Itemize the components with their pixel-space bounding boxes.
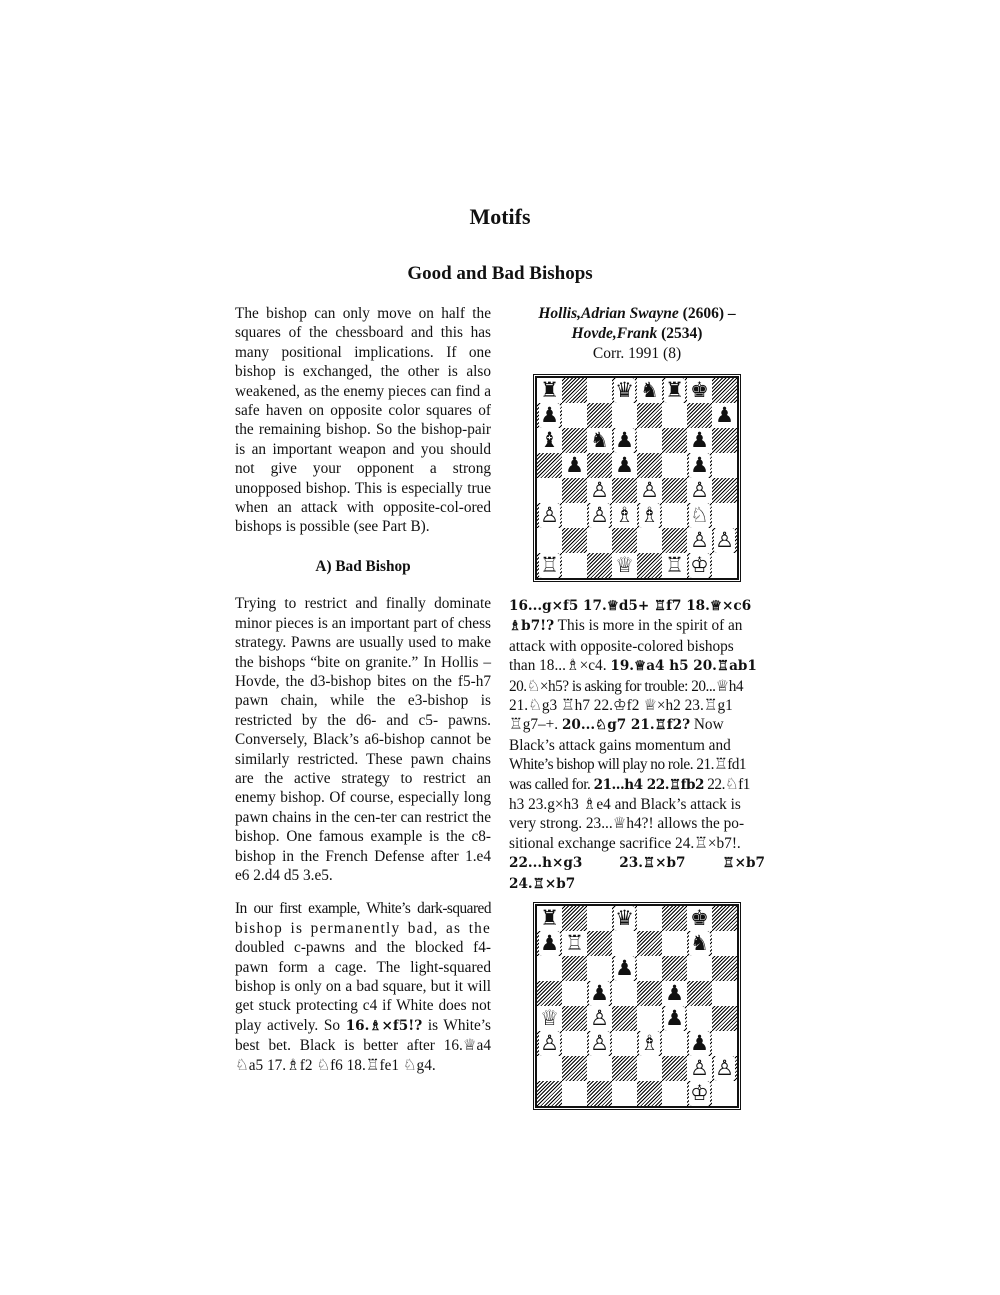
white-king-icon: ♔ [690, 553, 709, 577]
board-square [537, 378, 562, 403]
board-square [637, 553, 662, 578]
black-pawn-icon: ♟ [540, 403, 559, 427]
board-square [662, 403, 687, 428]
white-bishop-icon: ♗ [640, 503, 659, 527]
move-16-bxf5: 16.♗×f5!? [345, 1017, 423, 1034]
board-square [612, 553, 637, 578]
white-queen-icon: ♕ [615, 553, 634, 577]
black-queen-icon: ♛ [615, 378, 634, 402]
board-square [587, 528, 612, 553]
board-square [612, 1031, 637, 1056]
white-bishop-icon: ♗ [615, 503, 634, 527]
white-knight-icon: ♘ [690, 503, 709, 527]
board-square [612, 403, 637, 428]
board-square [637, 403, 662, 428]
game-header [509, 304, 765, 364]
board-square [687, 428, 712, 453]
board-square [562, 906, 587, 931]
board-square [612, 956, 637, 981]
board-square [562, 403, 587, 428]
chess-diagram-1 [535, 376, 739, 580]
board-square [687, 981, 712, 1006]
board-square [687, 478, 712, 503]
board-square [537, 906, 562, 931]
white-pawn-icon: ♙ [690, 1056, 709, 1081]
white-bishop-icon: ♗ [640, 1031, 659, 1056]
board-square [637, 378, 662, 403]
board-square [687, 1056, 712, 1081]
board-square [637, 931, 662, 956]
board-square [712, 1031, 737, 1056]
board-square [712, 453, 737, 478]
board-square [537, 503, 562, 528]
board-square [662, 1081, 687, 1106]
board-square [612, 931, 637, 956]
black-bishop-icon: ♝ [540, 428, 559, 452]
black-rook-icon: ♜ [540, 906, 559, 931]
white-pawn-icon: ♙ [590, 1031, 609, 1056]
board-square [712, 906, 737, 931]
board-square [712, 931, 737, 956]
board-square [562, 1031, 587, 1056]
board-square [637, 428, 662, 453]
board-square [612, 1081, 637, 1106]
board-square [637, 981, 662, 1006]
board-square [662, 906, 687, 931]
black-pawn-icon: ♟ [590, 981, 609, 1006]
board-square [537, 956, 562, 981]
black-rook-icon: ♜ [665, 378, 684, 402]
board-square [637, 1006, 662, 1031]
section-title: Good and Bad Bishops [407, 263, 593, 284]
board-square [562, 378, 587, 403]
board-square [712, 503, 737, 528]
white-pawn-icon: ♙ [590, 503, 609, 527]
board-square [637, 906, 662, 931]
board-square [687, 378, 712, 403]
board-square [637, 1081, 662, 1106]
board-square [612, 528, 637, 553]
board-square [587, 553, 612, 578]
board-square [587, 378, 612, 403]
white-queen-icon: ♕ [540, 1006, 559, 1031]
board-square [537, 428, 562, 453]
board-square [662, 931, 687, 956]
board-square [712, 378, 737, 403]
black-pawn-icon: ♟ [565, 453, 584, 477]
board-square [537, 553, 562, 578]
white-pawn-icon: ♙ [590, 478, 609, 502]
board-square [537, 528, 562, 553]
board-square [612, 503, 637, 528]
board-square [537, 1031, 562, 1056]
black-king-icon: ♚ [690, 906, 709, 931]
board-square [712, 478, 737, 503]
board-square [687, 553, 712, 578]
board-square [637, 1056, 662, 1081]
black-pawn-icon: ♟ [615, 428, 634, 452]
board-square [587, 403, 612, 428]
board-square [662, 503, 687, 528]
board-square [637, 478, 662, 503]
board-square [687, 906, 712, 931]
black-pawn-icon: ♟ [715, 403, 734, 427]
chapter-title: Motifs [469, 204, 531, 229]
board-square [687, 1081, 712, 1106]
board-square [612, 453, 637, 478]
board-square [587, 981, 612, 1006]
board-square [612, 906, 637, 931]
board-square [587, 478, 612, 503]
game-event: Corr. 1991 (8) [592, 345, 682, 362]
white-pawn-icon: ♙ [540, 503, 559, 527]
board-square [712, 1056, 737, 1081]
black-pawn-icon: ♟ [690, 428, 709, 452]
board-square [612, 378, 637, 403]
board-square [712, 981, 737, 1006]
board-square [562, 528, 587, 553]
board-square [537, 1081, 562, 1106]
board-square [712, 553, 737, 578]
black-player: Hovde,Frank [571, 325, 658, 342]
board-square [562, 453, 587, 478]
board-square [587, 1031, 612, 1056]
board-square [637, 503, 662, 528]
board-square [662, 1031, 687, 1056]
board-square [712, 428, 737, 453]
board-square [712, 956, 737, 981]
black-pawn-icon: ♟ [690, 453, 709, 477]
black-pawn-icon: ♟ [665, 1006, 684, 1031]
right-column [509, 304, 765, 1108]
black-pawn-icon: ♟ [665, 981, 684, 1006]
board-square [687, 403, 712, 428]
board-square [537, 931, 562, 956]
board-square [687, 1006, 712, 1031]
board-square [712, 1081, 737, 1106]
board-square [587, 453, 612, 478]
board-square [537, 478, 562, 503]
board-square [537, 403, 562, 428]
black-pawn-icon: ♟ [615, 956, 634, 981]
board-square [562, 1081, 587, 1106]
black-knight-icon: ♞ [640, 378, 659, 402]
board-square [587, 1056, 612, 1081]
board-square [612, 478, 637, 503]
black-rook-icon: ♜ [540, 378, 559, 402]
board-square [662, 428, 687, 453]
black-pawn-icon: ♟ [540, 931, 559, 956]
white-king-icon: ♔ [690, 1081, 709, 1106]
white-rook-icon: ♖ [540, 553, 559, 577]
board-square [562, 931, 587, 956]
board-square [612, 1006, 637, 1031]
board-square [587, 1006, 612, 1031]
black-rating: (2534) [661, 325, 703, 342]
board-square [562, 428, 587, 453]
board-square [587, 956, 612, 981]
board-square [687, 528, 712, 553]
board-square [612, 1056, 637, 1081]
board-square [637, 956, 662, 981]
black-queen-icon: ♛ [615, 906, 634, 931]
board-square [537, 1056, 562, 1081]
board-square [687, 1031, 712, 1056]
board-square [662, 1006, 687, 1031]
board-square [662, 981, 687, 1006]
white-pawn-icon: ♙ [690, 528, 709, 552]
board-square [587, 503, 612, 528]
board-square [562, 503, 587, 528]
black-knight-icon: ♞ [590, 428, 609, 452]
board-square [687, 956, 712, 981]
white-rook-icon: ♖ [565, 931, 584, 956]
board-square [562, 956, 587, 981]
chess-diagram-2 [535, 904, 739, 1108]
board-square [662, 478, 687, 503]
left-column [235, 304, 491, 1075]
board-square [687, 503, 712, 528]
white-pawn-icon: ♙ [640, 478, 659, 502]
black-king-icon: ♚ [690, 378, 709, 402]
board-square [662, 453, 687, 478]
white-pawn-icon: ♙ [590, 1006, 609, 1031]
white-player: Hollis,Adrian Swayne [538, 305, 679, 322]
board-square [587, 931, 612, 956]
white-pawn-icon: ♙ [715, 528, 734, 552]
board-square [662, 378, 687, 403]
intro-paragraph: The bishop can only move on half the squares of the chessboard and this has many positional implications. If one bishop is exchanged, the other is also weakened, as the enemy pieces can find a safe haven on opposite color squares of the remaining bishop. So the bishop-pair is an important weapon and you should not give your opponent a strong unopposed bishop. This is especially true when an attack with opposite-col-ored bishops is possible (see Part B). [235, 305, 492, 536]
board-square [712, 528, 737, 553]
board-square [587, 1081, 612, 1106]
board-square [612, 981, 637, 1006]
board-square [662, 528, 687, 553]
board-square [612, 428, 637, 453]
white-pawn-icon: ♙ [690, 478, 709, 502]
board-square [712, 1006, 737, 1031]
board-square [662, 553, 687, 578]
board-square [537, 981, 562, 1006]
board-square [562, 1056, 587, 1081]
black-pawn-icon: ♟ [690, 1031, 709, 1056]
subheading-bad-bishop: A) Bad Bishop [315, 557, 411, 575]
first-example-paragraph: In our first example, White’s dark-squared bishop is permanently bad, as the doubled c-pawns and the blocked f4-pawn form a cage. The light-squared bishop is only on a bad square, but it will get stuck protecting c4 if White does not play actively. So 16.♗×f5!? is White’s best bet. Black is better after 16.♕a4 ♘a5 17.♗f2 ♘f6 18.♖fe1 ♘g4. [235, 900, 492, 1074]
board-square [687, 931, 712, 956]
board-square [562, 478, 587, 503]
board-square [587, 906, 612, 931]
board-square [662, 1056, 687, 1081]
board-square [637, 1031, 662, 1056]
board-square [562, 553, 587, 578]
white-pawn-icon: ♙ [540, 1031, 559, 1056]
black-pawn-icon: ♟ [615, 453, 634, 477]
board-square [662, 956, 687, 981]
board-square [537, 1006, 562, 1031]
board-square [562, 981, 587, 1006]
white-rating: (2606) – [682, 305, 736, 322]
board-square [712, 403, 737, 428]
bad-bishop-paragraph: Trying to restrict and finally dominate minor pieces is an important part of chess strategy. Pawns are usually used to make the bishops “bite on granite.” In Hollis – Hovde, the d3-bishop bites on the f5-h7 pawn chain, while the e3-bishop is restricted by the d6- and c5- pawns. Conversely, Black’s a6-bishop cannot be similarly restricted. These pawn chains are the active strategy to restrict an enemy bishop. Of course, especially long pawn chains in the cen-ter can restrict the bishop. One famous example is the c8-bishop in the French Defense after 1.e4 e6 2.d4 d5 3.e5. [235, 595, 492, 884]
game-commentary: 16...g×f5 17.♕d5+ ♖f7 18.♕×c6 ♗b7!? This is more in the spirit of an attack with opposite-colored bishops than 18...♗×c4. 19.♕a4 h5 20.♖ab1 20.♘×h5? is asking for trouble: 20...♕h4 21.♘g3 ♖h7 22.♔f2 ♕×h2 23.♖g1 ♖g7–+. 20...♘g7 21.♖f2? Now Black’s attack gains momentum and White’s bishop will play no role. 21.♖fd1 was called for. 21...h4 22.♖fb2 22.♘f1 h3 23.g×h3 ♗e4 and Black’s attack is very strong. 23...♕h4?! allows the po- sitional exchange sacrifice 24.♖×b7!. 22...h×g3 23.♖×b7 ♖×b7 24.♖×b7 [509, 598, 765, 892]
board-square [562, 1006, 587, 1031]
board-square [537, 453, 562, 478]
board-square [687, 453, 712, 478]
white-rook-icon: ♖ [665, 553, 684, 577]
board-square [587, 428, 612, 453]
black-knight-icon: ♞ [690, 931, 709, 956]
board-square [637, 528, 662, 553]
board-square [637, 453, 662, 478]
white-pawn-icon: ♙ [715, 1056, 734, 1081]
